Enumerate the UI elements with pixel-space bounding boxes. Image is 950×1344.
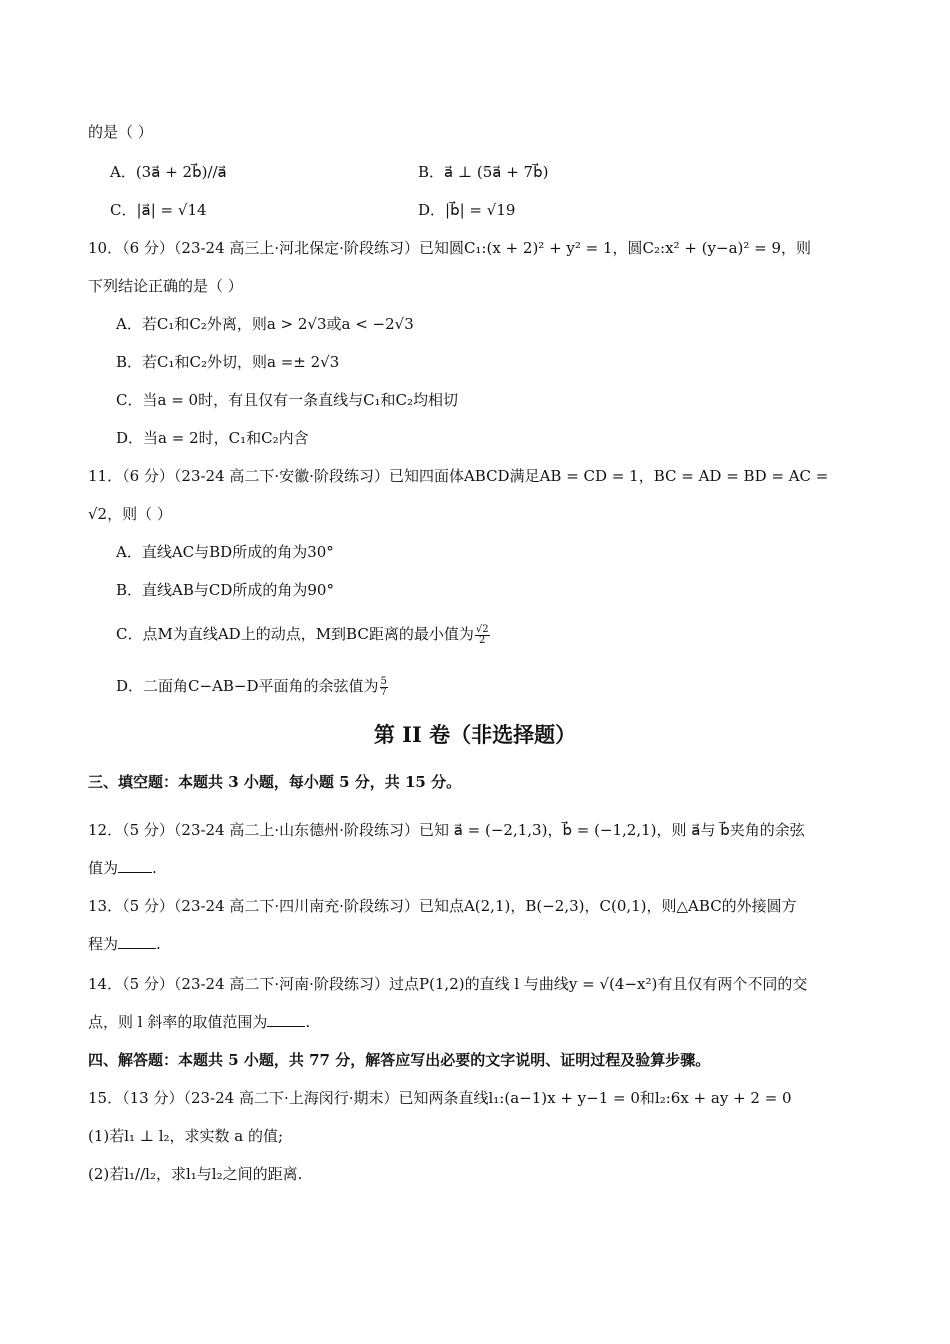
q15-part-1: (1)若l₁ ⊥ l₂，求实数 a 的值; bbox=[88, 1127, 284, 1145]
q9-option-c: C．|a⃗| = √14 bbox=[110, 201, 207, 219]
part4-heading: 四、解答题：本题共 5 小题，共 77 分，解答应写出必要的文字说明、证明过程及验算步骤。 bbox=[88, 1051, 711, 1069]
q11-stem-continuation: √2，则（ ） bbox=[88, 505, 172, 523]
q14-stem-text: 点，则 l 斜率的取值范围为 bbox=[88, 1013, 268, 1031]
q9-option-b: B．a⃗ ⊥ (5a⃗ + 7b⃗) bbox=[418, 163, 549, 181]
answer-blank[interactable] bbox=[267, 1013, 305, 1027]
q10-option-b: B．若C₁和C₂外切，则a =± 2√3 bbox=[116, 353, 340, 371]
section-title: 第 II 卷（非选择题） bbox=[373, 722, 577, 747]
q12-stem: 12．（5 分）（23-24 高二上·山东德州·阶段练习）已知 a⃗ = (−2,1,3)，b⃗ = (−1,2,1)，则 a⃗与 b⃗夹角的余弦 bbox=[88, 821, 805, 839]
period: . bbox=[156, 935, 161, 953]
q13-stem-text: 程为 bbox=[88, 935, 119, 953]
q11-option-d bbox=[116, 676, 388, 698]
period: . bbox=[305, 1013, 311, 1031]
q10-option-c: C．当a = 0时，有且仅有一条直线与C₁和C₂均相切 bbox=[116, 391, 459, 409]
answer-blank[interactable] bbox=[118, 935, 156, 949]
q13-stem-continuation bbox=[88, 934, 161, 954]
q10-stem: 10．（6 分）（23-24 高三上·河北保定·阶段练习）已知圆C₁:(x + 2)² + y² = 1，圆C₂:x² + (y−a)² = 9，则 bbox=[88, 239, 812, 257]
answer-blank[interactable] bbox=[118, 859, 152, 873]
q11-option-c bbox=[116, 624, 490, 646]
q11-stem: 11．（6 分）（23-24 高二下·安徽·阶段练习）已知四面体ABCD满足AB = CD = 1，BC = AD = BD = AC = bbox=[88, 467, 829, 485]
q15-part-2: (2)若l₁//l₂，求l₁与l₂之间的距离. bbox=[88, 1165, 303, 1183]
q10-stem-continuation: 下列结论正确的是（ ） bbox=[88, 277, 243, 295]
q10-option-a: A．若C₁和C₂外离，则a > 2√3或a < −2√3 bbox=[116, 315, 414, 333]
q14-stem: 14．（5 分）（23-24 高二下·河南·阶段练习）过点P(1,2)的直线 l 与曲线y = √(4−x²)有且仅有两个不同的交 bbox=[88, 975, 808, 993]
q12-stem-text: 值为 bbox=[88, 859, 119, 877]
q11-option-a: A．直线AC与BD所成的角为30° bbox=[116, 543, 334, 561]
q11-option-c-fraction bbox=[475, 625, 490, 646]
q14-stem-continuation bbox=[88, 1012, 310, 1032]
fraction-denominator: 2 bbox=[479, 634, 486, 646]
q9-continuation: 的是（ ） bbox=[88, 123, 153, 141]
q11-option-d-fraction bbox=[380, 677, 388, 698]
q12-stem-continuation bbox=[88, 858, 157, 878]
q10-option-d: D．当a = 2时，C₁和C₂内含 bbox=[116, 429, 309, 447]
q11-option-b: B．直线AB与CD所成的角为90° bbox=[116, 581, 334, 599]
period: . bbox=[152, 859, 157, 877]
fraction-denominator: 7 bbox=[380, 686, 387, 698]
q13-stem: 13．（5 分）（23-24 高二下·四川南充·阶段练习）已知点A(2,1)，B(−2,3)，C(0,1)，则△ABC的外接圆方 bbox=[88, 897, 797, 915]
q9-option-d: D．|b⃗| = √19 bbox=[418, 201, 516, 219]
fraction-numerator: 5 bbox=[380, 675, 387, 687]
q9-option-a: A．(3a⃗ + 2b⃗)//a⃗ bbox=[110, 163, 227, 181]
q11-option-d-text: D．二面角C−AB−D平面角的余弦值为 bbox=[116, 677, 379, 695]
q11-option-c-text: C．点M为直线AD上的动点，M到BC距离的最小值为 bbox=[116, 625, 474, 643]
q15-stem: 15．（13 分）（23-24 高二下·上海闵行·期末）已知两条直线l₁:(a−1)x + y−1 = 0和l₂:6x + ay + 2 = 0 bbox=[88, 1089, 792, 1107]
part3-heading: 三、填空题：本题共 3 小题，每小题 5 分，共 15 分。 bbox=[88, 773, 462, 791]
fraction-numerator: √2 bbox=[475, 623, 489, 635]
